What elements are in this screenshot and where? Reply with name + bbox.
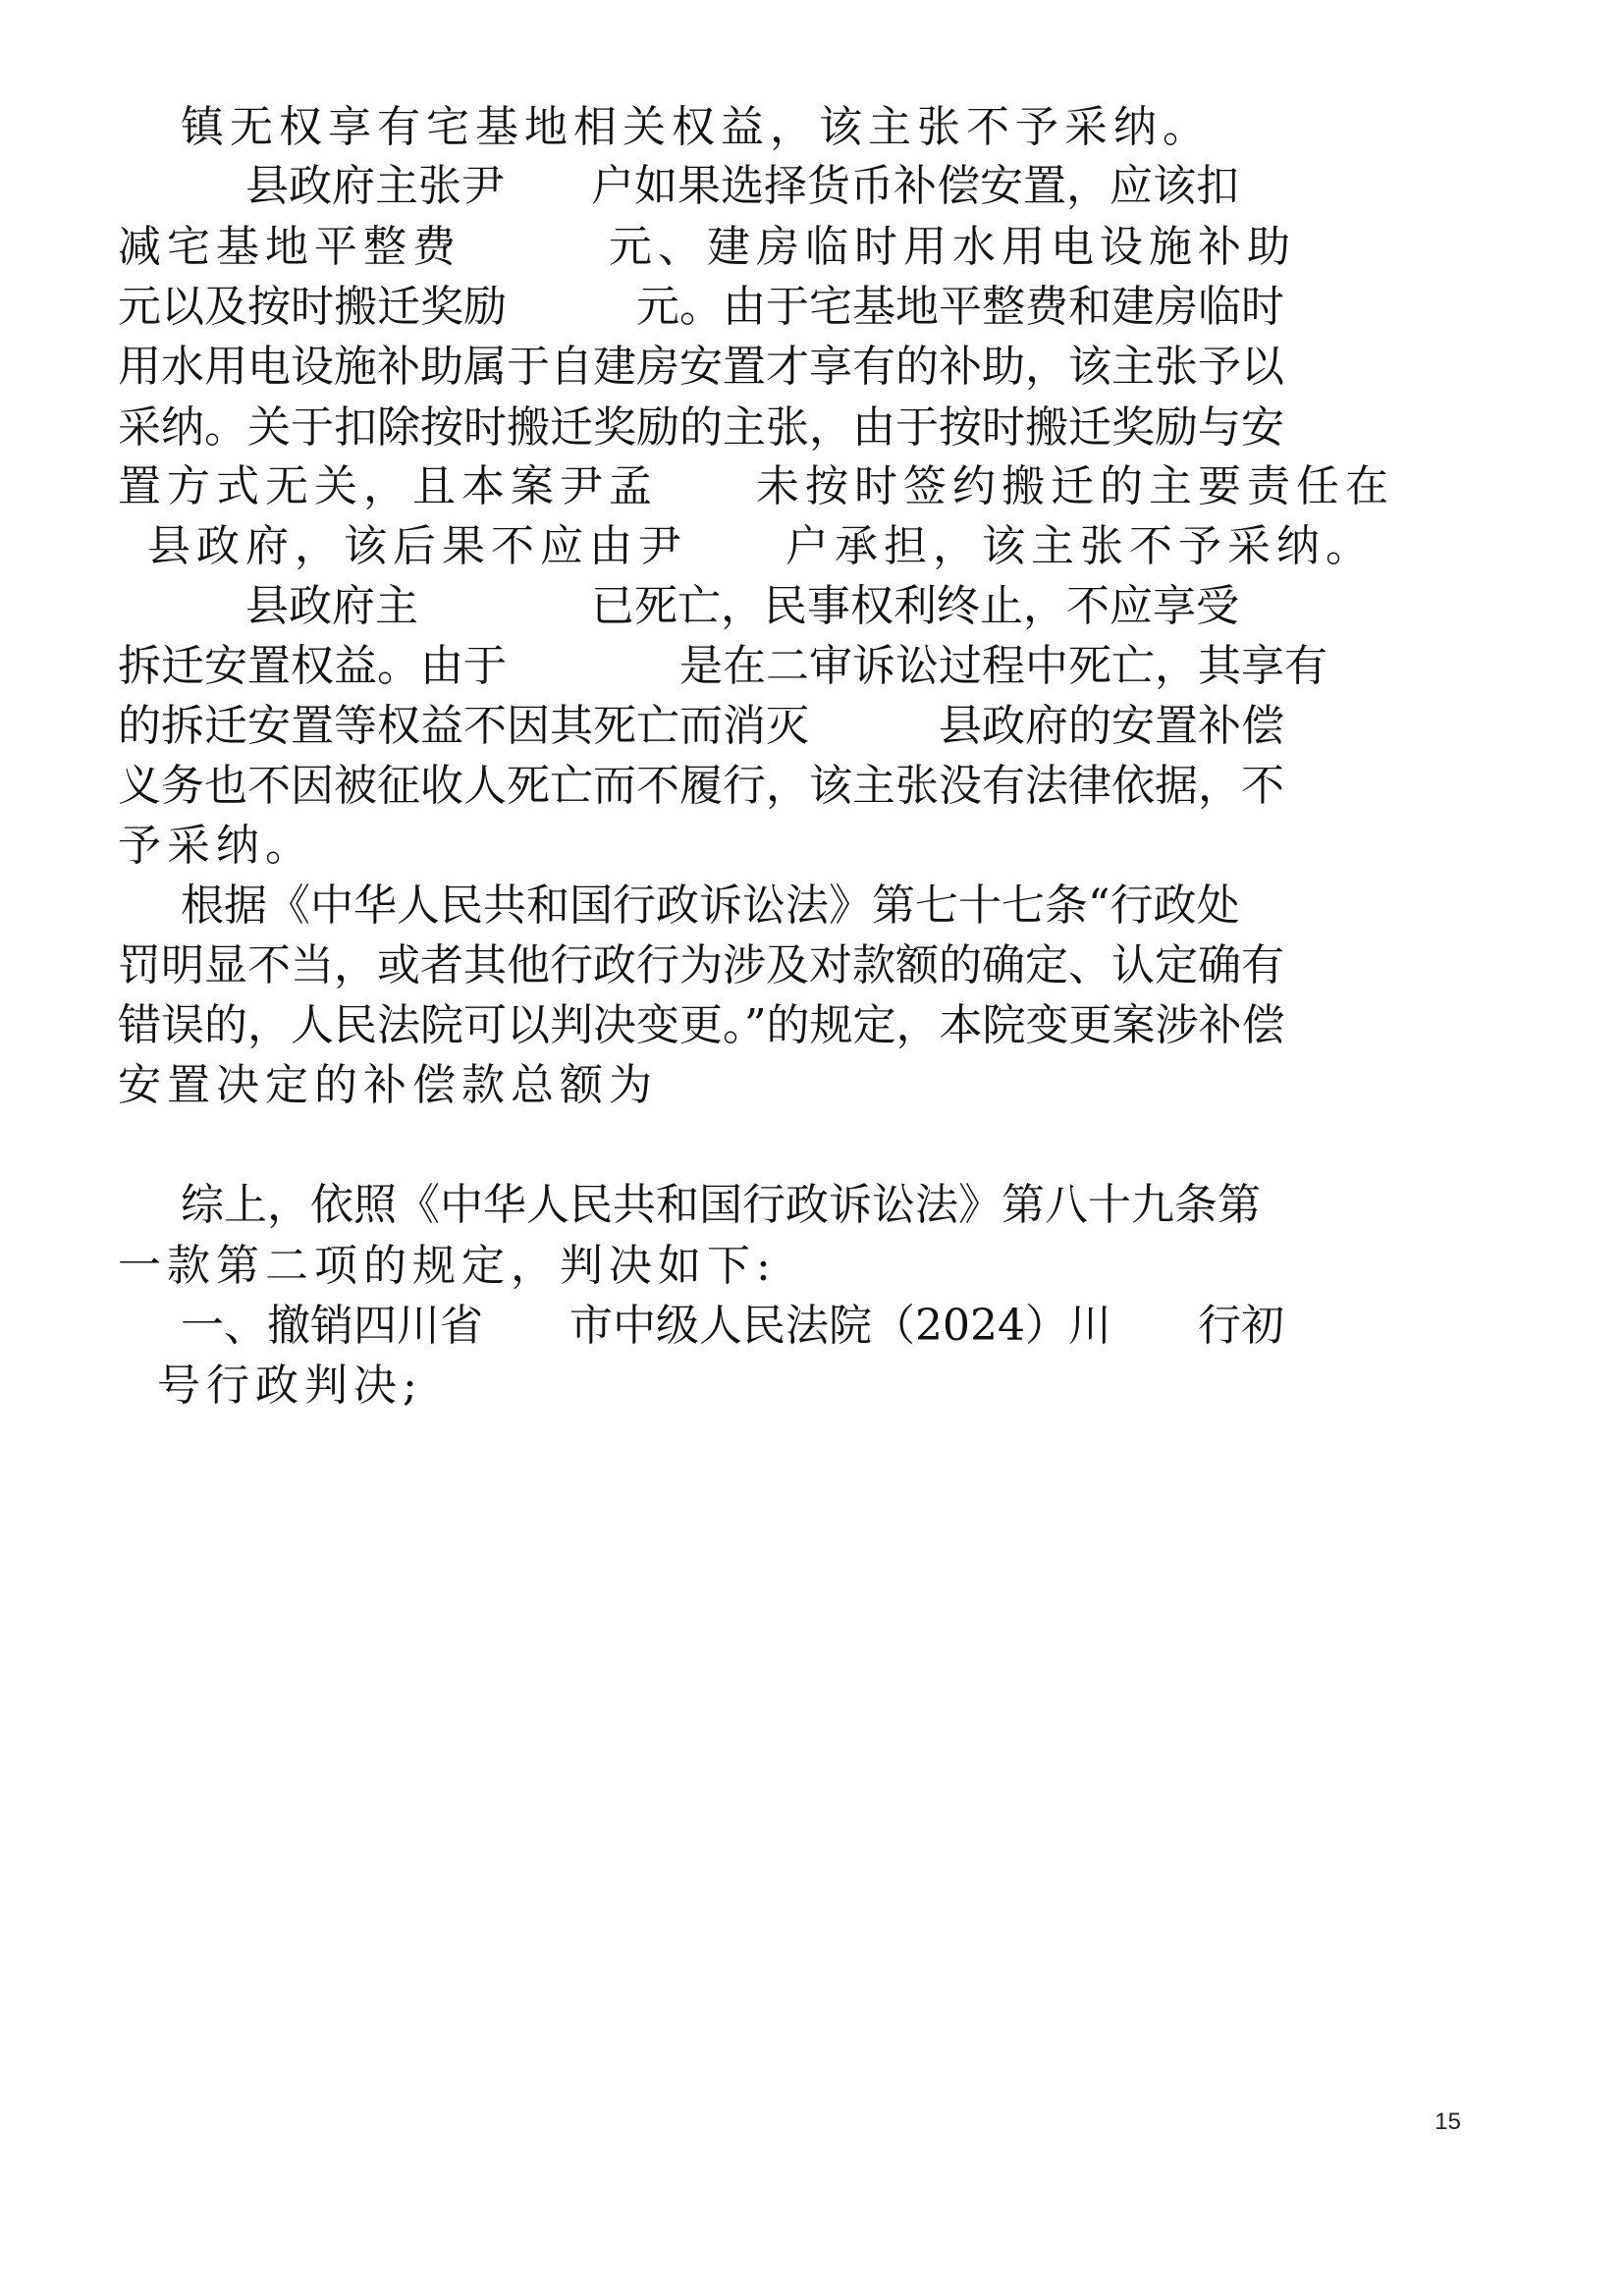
paragraph-line-1: 镇无权享有宅基地相关权益，该主张不予采纳。 — [181, 102, 1212, 152]
paragraph-line-10: 拆迁安置权益。由于 是在二审诉讼过程中死亡，其享有 — [118, 641, 1327, 691]
paragraph-line-13: 予采纳。 — [118, 821, 314, 871]
paragraph-line-14: 根据《中华人民共和国行政诉讼法》第七十七条“行政处 — [181, 881, 1240, 931]
paragraph-line-5: 用水用电设施补助属于自建房安置才享有的补助，该主张予以 — [118, 342, 1284, 392]
paragraph-line-4: 元以及按时搬迁奖励 元。由于宅基地平整费和建房临时 — [118, 282, 1284, 332]
paragraph-line-6: 采纳。关于扣除按时搬迁奖励的主张，由于按时搬迁奖励与安 — [118, 402, 1284, 453]
paragraph-line-19: 一款第二项的规定，判决如下: — [118, 1241, 777, 1291]
paragraph-line-16: 错误的，人民法院可以判决变更。”的规定，本院变更案涉补偿 — [118, 1000, 1285, 1050]
paragraph-line-8: 县政府，该后果不应由尹 户承担，该主张不予采纳。 — [147, 521, 1375, 571]
paragraph-line-12: 义务也不因被征收人死亡而不履行，该主张没有法律依据，不 — [118, 761, 1284, 811]
paragraph-line-18: 综上，依照《中华人民共和国行政诉讼法》第八十九条第 — [181, 1180, 1261, 1230]
paragraph-line-9: 县政府主 已死亡，民事权利终止，不应享受 — [245, 581, 1239, 631]
paragraph-line-11: 的拆迁安置等权益不因其死亡而消灭 县政府的安置补偿 — [118, 701, 1284, 751]
paragraph-line-3: 减宅基地平整费 元、建房临时用水用电设施补助 — [118, 222, 1296, 272]
paragraph-line-21: 号行政判决; — [157, 1361, 423, 1411]
paragraph-line-20: 一、撤销四川省 市中级人民法院（2024）川 行初 — [181, 1301, 1284, 1351]
paragraph-line-7: 置方式无关，且本案尹孟 未按时签约搬迁的主要责任在 — [118, 461, 1394, 511]
paragraph-line-17: 安置决定的补偿款总额为 — [118, 1060, 658, 1110]
page-number: 15 — [1435, 2109, 1461, 2135]
paragraph-line-2: 县政府主张尹 户如果选择货币补偿安置，应该扣 — [245, 161, 1239, 211]
paragraph-line-15: 罚明显不当，或者其他行政行为涉及对款额的确定、认定确有 — [118, 940, 1284, 990]
